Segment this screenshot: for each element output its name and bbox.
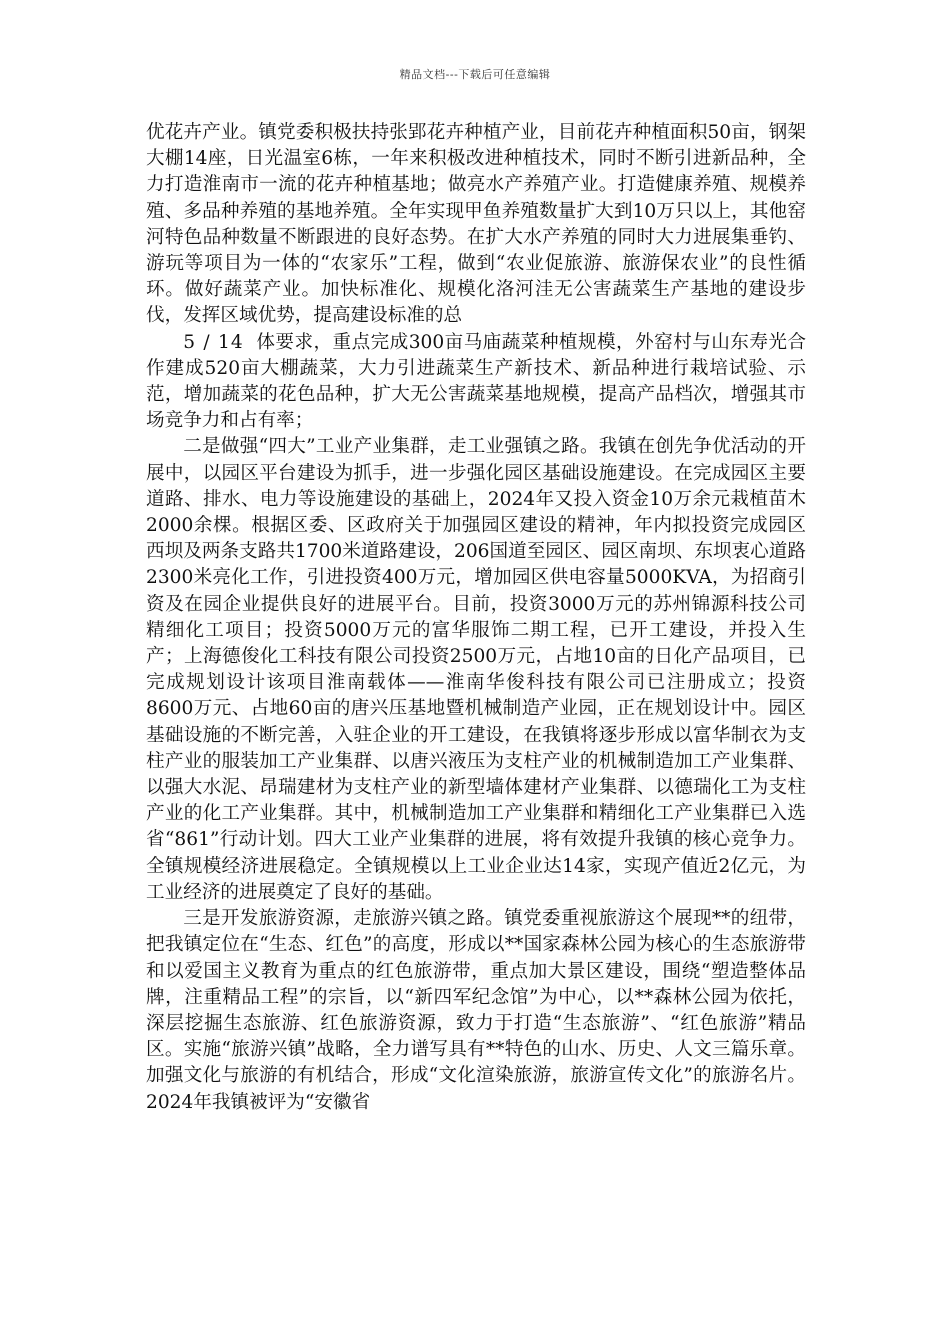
page-number: 5 / 14 — [183, 331, 244, 353]
document-body — [146, 120, 806, 1116]
paragraph-2 — [146, 330, 806, 435]
paragraph-1: 优花卉产业。镇党委积极扶持张郢花卉种植产业，目前花卉种植面积50亩，钢架大棚14座，日光温室6栋，一年来积极改进种植技术，同时不断引进新品种，全力打造淮南市一流的花卉种植基地；做亮水产养殖产业。打造健康养殖、规模养殖、多品种养殖的基地养殖。全年实现甲鱼养殖数量扩大到10万只以上，其他窑河特色品种数量不断跟进的良好态势。在扩大水产养殖的同时大力进展集垂钓、游玩等项目为一体的“农家乐”工程，做到“农业促旅游、旅游保农业”的良性循环。做好蔬菜产业。加快标准化、规模化洛河洼无公害蔬菜生产基地的建设步伐，发挥区域优势，提高建设标准的总 — [146, 122, 806, 327]
page-header: 精品文档---下载后可任意编辑 — [399, 68, 551, 81]
paragraph-3: 二是做强“四大”工业产业集群，走工业强镇之路。我镇在创先争优活动的开展中，以园区平台建设为抓手，进一步强化园区基础设施建设。在完成园区主要道路、排水、电力等设施建设的基础上，2024年又投入资金10万余元栽植苗木2000余棵。根据区委、区政府关于加强园区建设的精神，年内拟投资完成园区西坝及两条支路共1700米道路建设，206国道至园区、园区南坝、东坝衷心道路2300米亮化工作，引进投资400万元，增加园区供电容量5000KVA，为招商引资及在园企业提供良好的进展平台。目前，投资3000万元的苏州锦源科技公司精细化工项目；投资5000万元的富华服饰二期工程，已开工建设，并投入生产；上海德俊化工科技有限公司投资2500万元，占地10亩的日化产品项目，已完成规划设计该项目淮南载体——淮南华俊科技有限公司已注册成立；投资8600万元、占地60亩的唐兴压基地暨机械制造产业园，正在规划设计中。园区基础设施的不断完善，入驻企业的开工建设，在我镇将逐步形成以富华制衣为支柱产业的服装加工产业集群、以唐兴液压为支柱产业的机械制造加工产业集群、以强大水泥、昂瑞建材为支柱产业的新型墙体建材产业集群、以德瑞化工为支柱产业的化工产业集群。其中，机械制造加工产业集群和精细化工产业集群已入选省“861”行动计划。四大工业产业集群的进展，将有效提升我镇的核心竞争力。全镇规模经济进展稳定。全镇规模以上工业企业达14家，实现产值近2亿元，为工业经济的进展奠定了良好的基础。 — [146, 436, 806, 903]
paragraph-2-text: 体要求，重点完成300亩马庙蔬菜种植规模，外窑村与山东寿光合作建成520亩大棚蔬菜，大力引进蔬菜生产新技术、新品种进行栽培试验、示范，增加蔬菜的花色品种，扩大无公害蔬菜基地规模，提高产品档次，增强其市场竞争力和占有率； — [146, 331, 806, 432]
paragraph-4: 三是开发旅游资源，走旅游兴镇之路。镇党委重视旅游这个展现**的纽带，把我镇定位在“生态、红色”的高度，形成以**国家森林公园为核心的生态旅游带和以爱国主义教育为重点的红色旅游带，重点加大景区建设，围绕“塑造整体品牌，注重精品工程”的宗旨，以“新四军纪念馆”为中心，以**森林公园为依托，深层挖掘生态旅游、红色旅游资源，致力于打造“生态旅游”、“红色旅游”精品区。实施“旅游兴镇”战略，全力谱写具有**特色的山水、历史、人文三篇乐章。加强文化与旅游的有机结合，形成“文化渲染旅游，旅游宣传文化”的旅游名片。2024年我镇被评为“安徽省 — [146, 908, 806, 1113]
